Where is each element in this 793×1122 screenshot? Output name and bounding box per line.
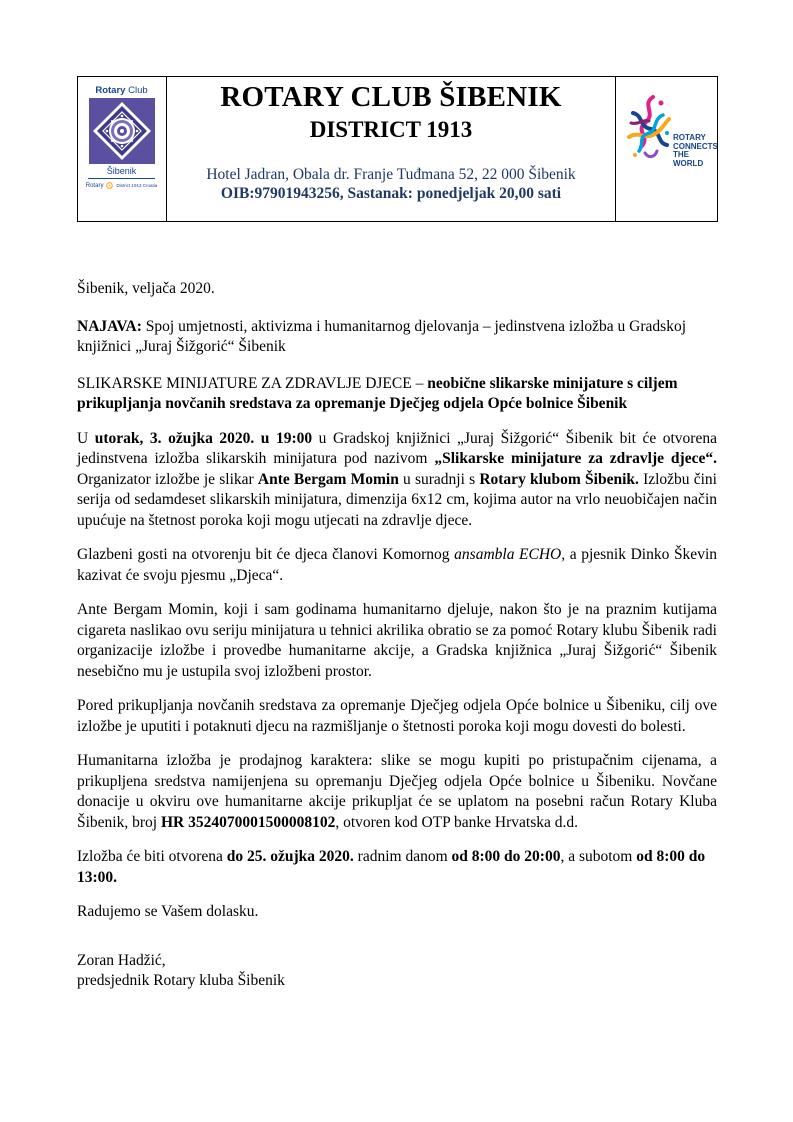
paragraph-opening: U utorak, 3. ožujka 2020. u 19:00 u Gradskoj knjižnici „Juraj Šižgorić“ Šibenik bit će otvorena jedinstvena izložba slikarskih minijatura pod nazivom „Slikarske minijature za zdravlje djece“. Organizator izložbe je slikar Ante Bergam Momin u suradnji s Rotary klubom Šibenik. Izložbu čini serija od sedamdeset slikarskih minijatura, dimenzija 6x12 cm, kojima autor na vrlo neuobičajen način upućuje na štetnost poroka koji mogu utjecati na zdravlje djece. <box>77 429 717 529</box>
letter-body <box>77 279 717 992</box>
letterhead <box>77 76 718 222</box>
paragraph-opening-hours: Izložba će biti otvorena do 25. ožujka 2020. radnim danom od 8:00 do 20:00, a subotom od 8:00 do 13:00. <box>77 848 706 886</box>
closing-line: Radujemo se Vašem dolasku. <box>77 903 259 920</box>
signature-name: Zoran Hadžić, <box>77 951 166 969</box>
logo-divider <box>88 178 155 179</box>
letterhead-center-cell <box>167 77 616 221</box>
letterhead-right-cell <box>616 77 717 221</box>
district: DISTRICT 1913 <box>309 117 473 142</box>
paragraph-artist: Ante Bergam Momin, koji i sam godinama humanitarno djeluje, nakon što je na praznim kutijama cigareta naslikao ovu seriju minijatura u tehnici akrilika obratio se za pomoć Rotary klubu Šibenik radi organizacije izložbe i provedbe humanitarne akcije, a Gradska knjižnica „Juraj Šižgorić“ Šibenik nesebično mu je ustupila svoj izložbeni prostor. <box>77 601 717 680</box>
signature-title: predsjednik Rotary kluba Šibenik <box>77 972 285 989</box>
logo-title: Rotary Club <box>95 85 148 96</box>
logo-city: Šibenik <box>106 166 137 176</box>
rotary-connects-text: ROTARY CONNECTS THE WORLD <box>673 133 718 168</box>
paragraph-donations: Humanitarna izložba je prodajnog karaktera: slike se mogu kupiti po pristupačnim cijenama, a prikupljena sredstva namijenjena su opremanju Dječjeg odjela Opće bolnice u Šibeniku. Novčane donacije u okviru ove humanitarne akcije prikupljat će se uplatom na posebni račun Rotary Kluba Šibenik, broj HR 3524070001500008102, otvoren kod OTP banke Hrvatska d.d. <box>77 752 717 831</box>
rotary-club-sibenik-logo <box>82 82 161 218</box>
paragraph-goal: Pored prikupljanja novčanih sredstava za opremanje Dječjeg odjela Opće bolnice u Šibeniku, cilj ove izložbe je uputiti i potaknuti djecu na razmišljanje o štetnosti poroka koji mogu dovesti do bolesti. <box>77 697 717 735</box>
paragraph-music-guests: Glazbeni gosti na otvorenju bit će djeca članovi Komornog ansambla ECHO, a pjesnik Dinko Škevin kazivat će svoju pjesmu „Djeca“. <box>77 546 717 584</box>
letterhead-left-cell <box>78 77 167 221</box>
club-oib-meeting: OIB:97901943256, Sastanak: ponedjeljak 20,00 sati <box>220 185 562 202</box>
exhibition-title: SLIKARSKE MINIJATURE ZA ZDRAVLJE DJECE – neobične slikarske minijature s ciljem prikupljanja novčanih sredstava za opremanje Dječjeg odjela Opće bolnice Šibenik <box>77 374 678 412</box>
logo-footer: Rotary District 1913 Croatia <box>85 182 158 189</box>
rotary-connects-the-world-icon <box>623 93 673 175</box>
club-address: Hotel Jadran, Obala dr. Franje Tuđmana 52, 22 000 Šibenik <box>206 166 576 183</box>
rotary-emblem-icon <box>89 98 155 164</box>
club-name: ROTARY CLUB ŠIBENIK <box>220 81 562 113</box>
announcement-paragraph: NAJAVA: Spoj umjetnosti, aktivizma i humanitarnog djelovanja – jedinstvena izložba u Gradskoj knjižnici „Juraj Šižgorić“ Šibenik <box>77 317 686 355</box>
rotary-wheel-icon <box>106 182 113 189</box>
letter-date: Šibenik, veljača 2020. <box>77 280 215 297</box>
